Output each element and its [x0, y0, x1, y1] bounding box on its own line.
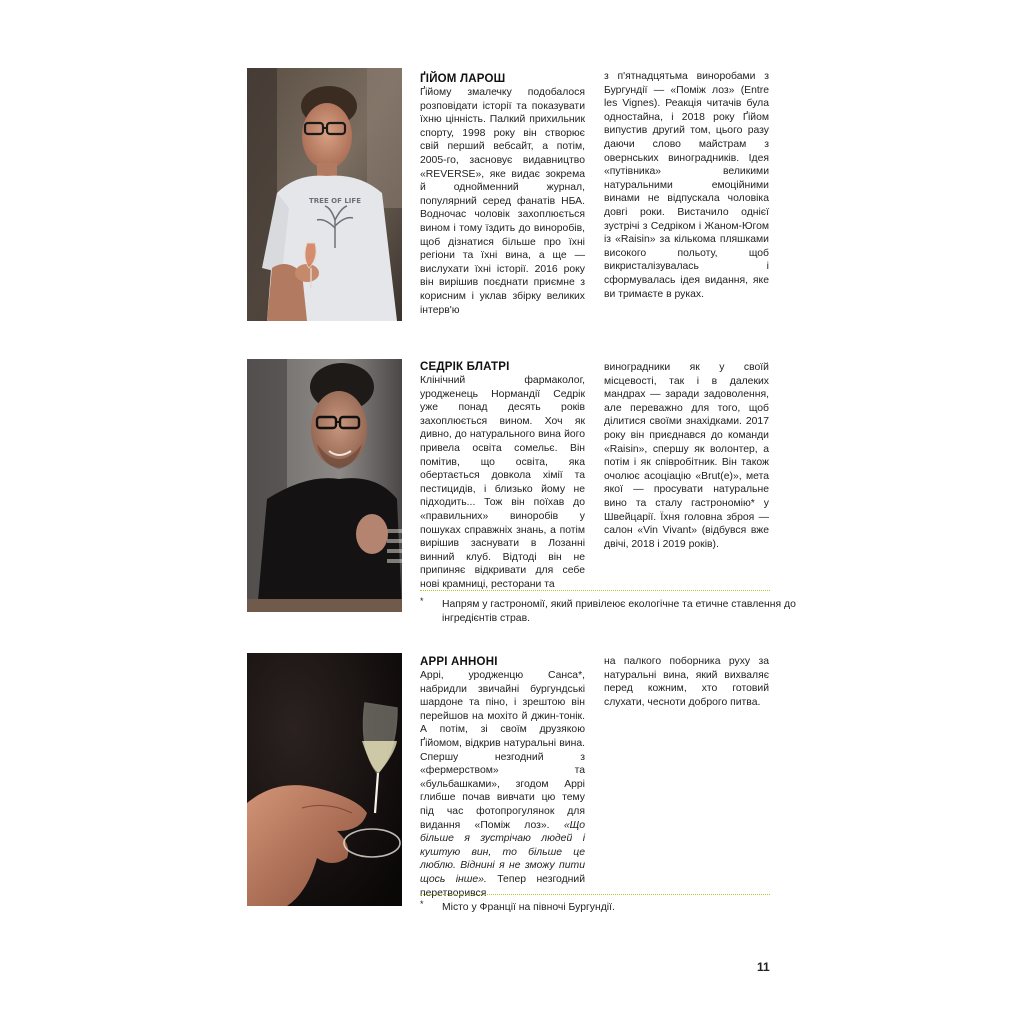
profile-paragraph: на палкого поборника руху за натуральні вина, який вихваляє перед кожним, хто готовий слухати, чесноти доброго питва.: [604, 656, 769, 708]
profile-paragraph: Клінічний фармаколог, уродженець Нормандії Седрік уже понад десять років захоплюється вином. Хоч як дивно, до натурального вина його привела освіта сомельє. Він помітив, що освіта, яка обертається довкола хімії та пестицидів, і близько йому не підходить... Тож він поїхав до «правильних» виноробів у пошуках справжніх знань, а потім вирішив заснувати в Лозанні винний клуб. Відтоді він не припиняє відкривати для себе нові крамниці, ресторани та: [420, 375, 585, 590]
profile-name: ҐІЙОМ ЛАРОШ: [420, 73, 506, 85]
profile-name: АРРІ АННОНІ: [420, 656, 498, 668]
photo-harry-annoni: [247, 653, 402, 906]
profile-text-col2: [604, 655, 769, 709]
footnote: [420, 901, 780, 917]
profile-text-col1: [420, 374, 585, 592]
paragraph-text: Тепер незгодний перетворився: [420, 873, 586, 899]
profile-text-col2: [604, 361, 769, 551]
profile-paragraph: Ґійому змалечку подобалося розповідати історії та показувати їхню цінність. Палкий прихильник спорту, 1998 року він створює свій перший вебсайт, а потім, 2005-го, засновує видавництво «REVERSE», яке видає зокрема й однойменний журнал, популярний серед фанатів НБА. Водночас чоловік захоплюється вином і тому їздить до виноробів, щоб дізнатися більше про їхні регіони та їхні вина, а ще — вислухати їхні історії. 2016 року він вирішив поєднати приємне з корисним і уклав збірку великих інтерв'ю: [420, 87, 585, 316]
profile-text-col1: [420, 669, 585, 900]
paragraph-text: Аррі, уродженцю Санса*, набридли звичайні бургундські шардоне та піно, і зрештою він перейшов на мохіто й джин-тонік. А потім, зі своїм друзякою Ґійомом, відкрив натуральні вина. Спершу незгодний з «фермерством» та «бульбашками», згодом Аррі глибше почав вивчати цю тему під час фотопрогулянок для видання «Поміж лоз».: [420, 670, 585, 831]
footnote-text: Напрям у гастрономії, який привілеює екологічне та етичне ставлення до інгредієнтів страв.: [442, 599, 796, 624]
footnote: [420, 596, 796, 628]
profile-text-col1: [420, 86, 585, 317]
svg-text:TREE OF LIFE: TREE OF LIFE: [309, 197, 361, 205]
profile-paragraph: з п'ятнадцятьма виноробами з Бургундії — «Поміж лоз» (Entre les Vignes). Реакція читачів була одностайна, і 2018 року Ґійом випустив другий том, цього разу даючи слово майстрам з овернських виноградників. Ідея «путівника» великими натуральними емоційними винами не відпускала чоловіка довгі роки. Вистачило однієї зустрічі з Седріком і Жаном-Югом із «Raisin» за кількома пляшками високого польоту, щоб викристалізувалась і сформувалась ідея видання, яке ви тримаєте в руках.: [604, 71, 769, 300]
profile-name: СЕДРІК БЛАТРІ: [420, 361, 510, 373]
page-number: 11: [757, 960, 770, 974]
footnote-divider: [420, 894, 770, 895]
profile-text-col2: [604, 70, 769, 301]
footnote-marker: *: [420, 899, 424, 909]
footnote-marker: *: [420, 596, 424, 606]
photo-guillaume-laroche: [247, 68, 402, 321]
footnote-text: Місто у Франції на півночі Бургундії.: [442, 902, 615, 913]
profile-paragraph: [420, 669, 585, 900]
footnote-divider: [420, 590, 770, 591]
profile-paragraph: виноградники як у своїй місцевості, так і в далеких мандрах — заради задоволення, але переважно для того, щоб ділитися своїми знахідками. 2017 року він приєднався до команди «Raisin», спершу як волонтер, а потім і як співробітник. Він також очолює асоціацію «Brut(e)», мета якої — просувати натуральне вино та сталу гастрономію* у Швейцарії. Їхня головна зброя — салон «Vin Vivant» (відбувся вже двічі, 2018 і 2019 років).: [604, 362, 769, 550]
quote-text: «Що більше я зустрічаю людей і куштую вин, то більше це люблю. Віднині я не зможу пити щось інше».: [420, 819, 585, 885]
photo-cedric-blatrie: [247, 359, 402, 612]
